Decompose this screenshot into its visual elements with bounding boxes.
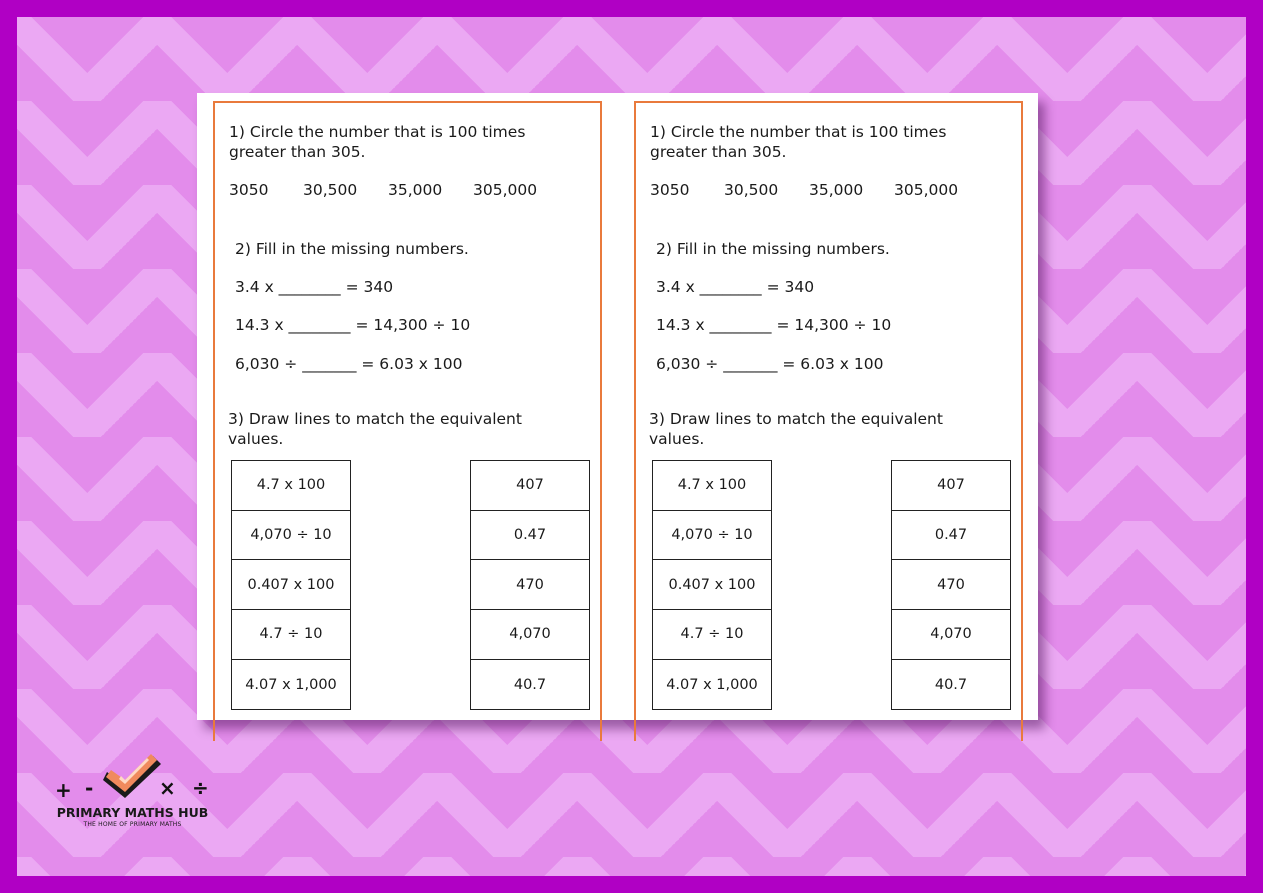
option-1: 3050 (229, 181, 269, 199)
question-3 (228, 409, 522, 449)
question-3-line-2: values. (649, 430, 705, 448)
option-2: 30,500 (724, 181, 779, 199)
worksheet-preview (197, 93, 1038, 720)
option-1: 3050 (650, 181, 690, 199)
match-cell: 0.47 (892, 511, 1010, 561)
match-cell: 4.7 x 100 (653, 461, 771, 511)
multiply-icon: × (159, 776, 176, 800)
logo-title: PRIMARY MATHS HUB (56, 805, 209, 820)
match-cell: 4,070 (892, 610, 1010, 660)
match-cell: 470 (471, 560, 589, 610)
match-cell: 4.07 x 1,000 (666, 676, 758, 693)
worksheet-panel-left (213, 101, 602, 741)
match-cell: 470 (892, 560, 1010, 610)
checkmark-icon (103, 752, 165, 802)
question-1-line-2: greater than 305. (650, 143, 787, 161)
option-2: 30,500 (303, 181, 358, 199)
question-1 (650, 122, 946, 162)
question-3-line-1: 3) Draw lines to match the equivalent (228, 410, 522, 428)
match-cell: 4.7 x 100 (232, 461, 350, 511)
match-cell: 4,070 ÷ 10 (232, 511, 350, 561)
question-3-line-1: 3) Draw lines to match the equivalent (649, 410, 943, 428)
worksheet-panel-right (634, 101, 1023, 741)
match-cell: 40.7 (513, 676, 547, 693)
equation-1: 3.4 x ________ = 340 (235, 278, 394, 296)
minus-icon: - (85, 776, 94, 800)
question-1-line-1: 1) Circle the number that is 100 times (229, 123, 526, 141)
question-1-line-1: 1) Circle the number that is 100 times (650, 123, 947, 141)
question-1 (229, 122, 525, 162)
option-4: 305,000 (894, 181, 959, 199)
plus-icon: + (55, 778, 72, 802)
option-4: 305,000 (473, 181, 538, 199)
match-cell: 0.407 x 100 (232, 560, 350, 610)
option-3: 35,000 (809, 181, 864, 199)
equation-3: 6,030 ÷ _______ = 6.03 x 100 (235, 355, 463, 373)
divide-icon: ÷ (192, 776, 209, 800)
question-2: 2) Fill in the missing numbers. (656, 240, 890, 258)
equation-2: 14.3 x ________ = 14,300 ÷ 10 (235, 316, 471, 334)
match-cell: 407 (471, 461, 589, 511)
match-cell: 0.47 (471, 511, 589, 561)
match-column-right (891, 460, 1011, 710)
option-3: 35,000 (388, 181, 443, 199)
match-cell: 407 (892, 461, 1010, 511)
match-column-left (652, 460, 772, 710)
match-column-right (470, 460, 590, 710)
match-column-left (231, 460, 351, 710)
equation-1: 3.4 x ________ = 340 (656, 278, 815, 296)
match-cell: 4.7 ÷ 10 (232, 610, 350, 660)
match-cell: 4.07 x 1,000 (245, 676, 337, 693)
match-cell: 0.407 x 100 (653, 560, 771, 610)
question-2: 2) Fill in the missing numbers. (235, 240, 469, 258)
match-cell: 40.7 (934, 676, 968, 693)
equation-3: 6,030 ÷ _______ = 6.03 x 100 (656, 355, 884, 373)
primary-maths-hub-logo (45, 752, 220, 832)
question-3-line-2: values. (228, 430, 284, 448)
logo-subtitle: THE HOME OF PRIMARY MATHS (83, 821, 182, 828)
match-cell: 4.7 ÷ 10 (653, 610, 771, 660)
question-3 (649, 409, 943, 449)
match-cell: 4,070 ÷ 10 (653, 511, 771, 561)
match-cell: 4,070 (471, 610, 589, 660)
equation-2: 14.3 x ________ = 14,300 ÷ 10 (656, 316, 892, 334)
question-1-line-2: greater than 305. (229, 143, 366, 161)
